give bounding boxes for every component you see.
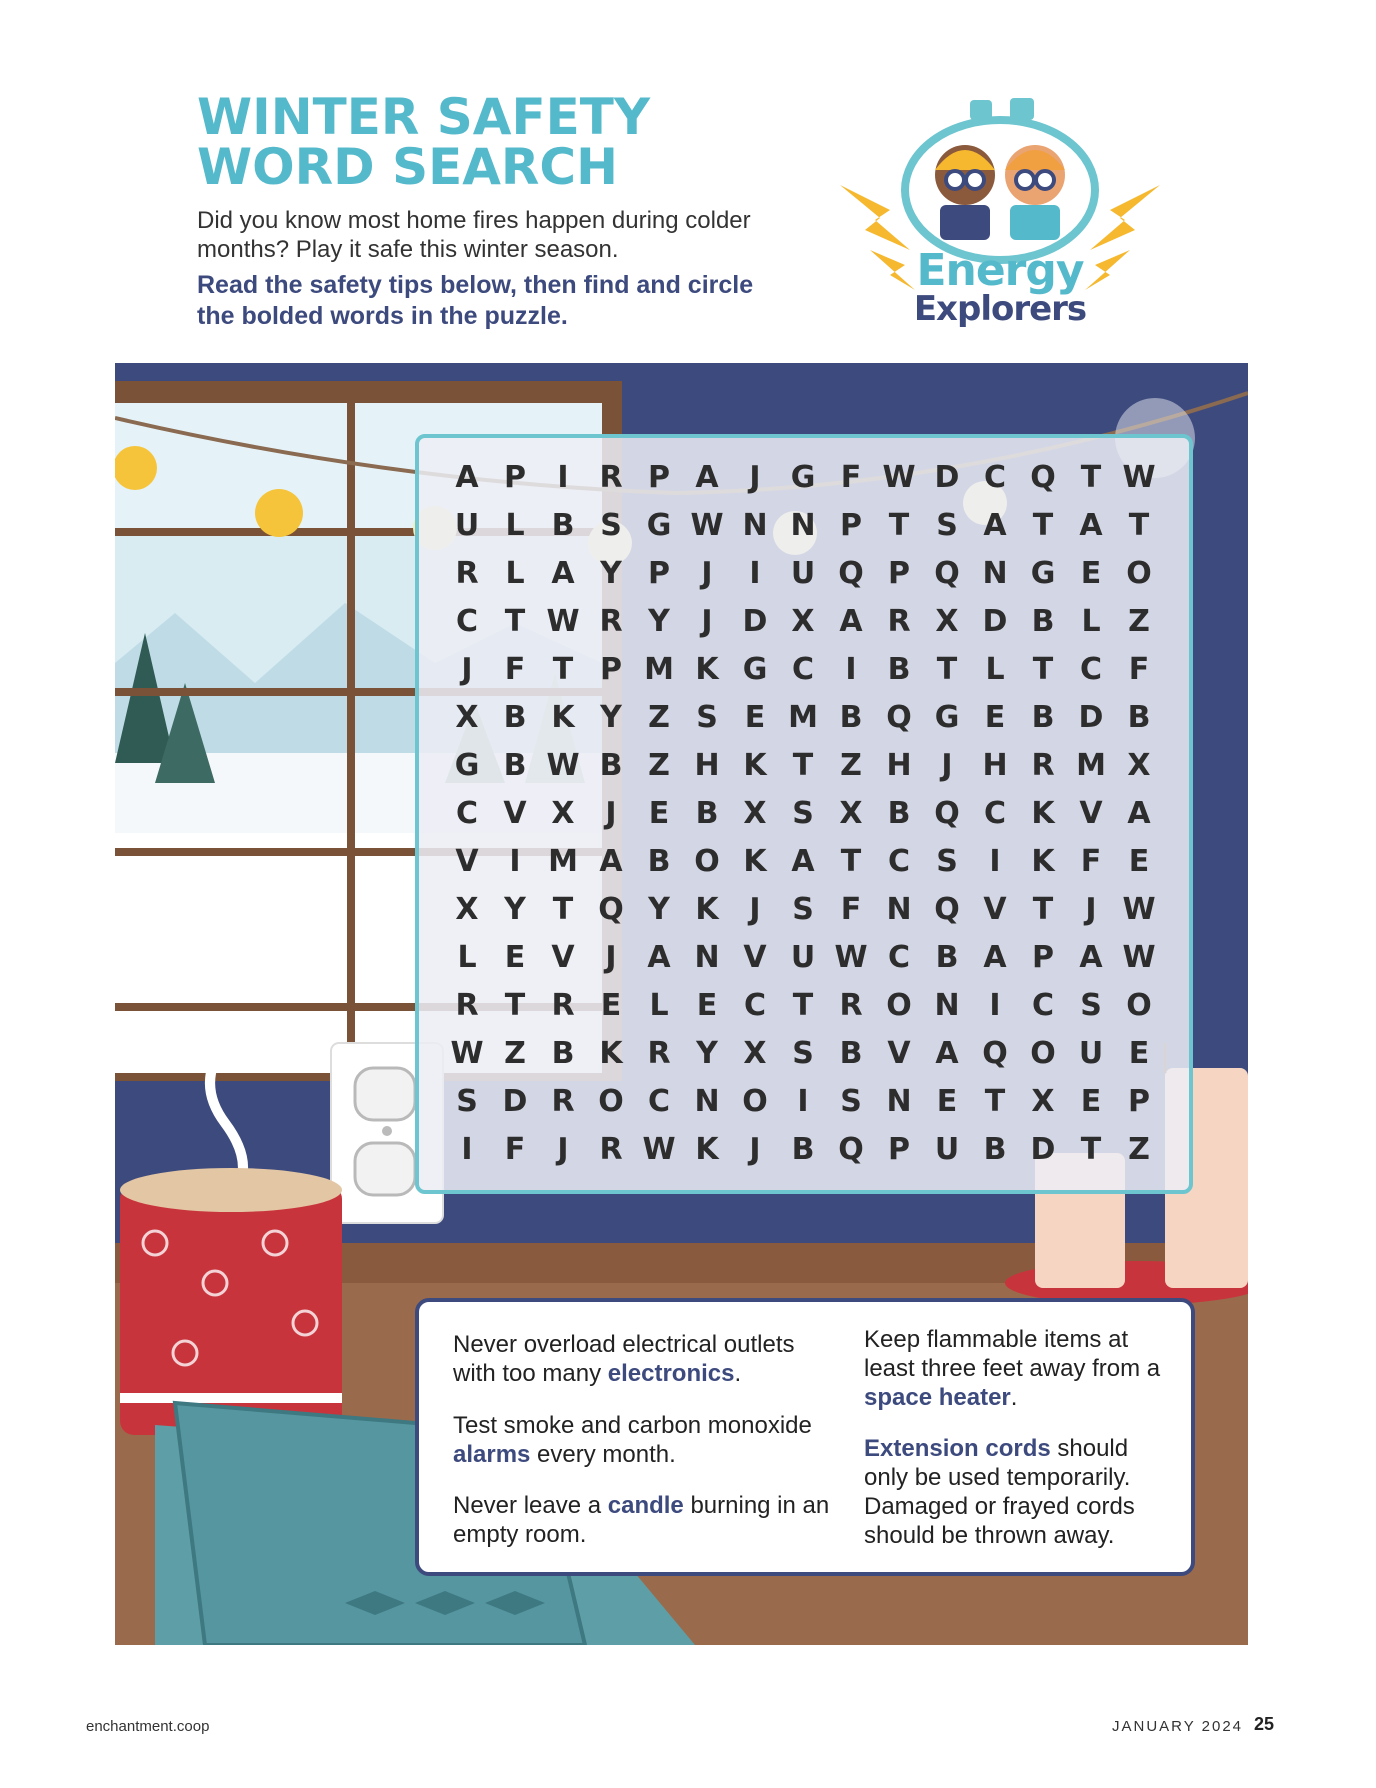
grid-letter[interactable]: T — [1032, 652, 1054, 687]
grid-letter[interactable]: A — [791, 844, 815, 879]
grid-letter[interactable]: H — [694, 748, 720, 783]
grid-letter[interactable]: S — [696, 700, 718, 735]
grid-letter[interactable]: K — [695, 892, 719, 927]
grid-letter[interactable]: M — [788, 700, 818, 735]
grid-letter[interactable]: J — [701, 604, 713, 639]
grid-letter[interactable]: A — [647, 940, 671, 975]
grid-letter[interactable]: F — [840, 460, 862, 495]
grid-letter[interactable]: C — [455, 796, 479, 831]
grid-letter[interactable]: P — [504, 460, 526, 495]
page-title — [197, 88, 651, 196]
grid-letter[interactable]: T — [888, 508, 910, 543]
grid-letter[interactable]: O — [1126, 988, 1152, 1023]
intro-text: Did you know most home fires happen during colder months? Play it safe this winter season. — [197, 207, 751, 263]
grid-letter[interactable]: B — [551, 1036, 575, 1071]
grid-letter[interactable]: N — [694, 1084, 720, 1119]
grid-letter[interactable]: Q — [838, 556, 864, 591]
grid-letter[interactable]: O — [1126, 556, 1152, 591]
grid-letter[interactable]: V — [503, 796, 527, 831]
grid-letter[interactable]: X — [1031, 1084, 1055, 1119]
grid-row — [443, 790, 1179, 838]
grid-letter[interactable]: N — [886, 1084, 912, 1119]
grid-letter[interactable]: Q — [886, 700, 912, 735]
grid-letter[interactable]: E — [1080, 1084, 1102, 1119]
grid-letter[interactable]: S — [936, 844, 958, 879]
grid-letter[interactable]: R — [455, 556, 479, 591]
grid-letter[interactable]: T — [792, 988, 814, 1023]
grid-letter[interactable]: R — [599, 604, 623, 639]
grid-letter[interactable]: B — [647, 844, 671, 879]
grid-letter[interactable]: W — [450, 1036, 484, 1071]
grid-letter[interactable]: J — [1085, 892, 1097, 927]
grid-letter[interactable]: K — [743, 748, 767, 783]
grid-letter[interactable]: J — [749, 460, 761, 495]
grid-letter[interactable]: P — [1128, 1084, 1150, 1119]
grid-letter[interactable]: V — [887, 1036, 911, 1071]
grid-letter[interactable]: G — [454, 748, 480, 783]
grid-letter[interactable]: O — [742, 1084, 768, 1119]
grid-letter[interactable]: P — [600, 652, 622, 687]
tip-alarms: Test smoke and carbon monoxide alarms every month. — [453, 1412, 812, 1468]
grid-letter[interactable]: J — [557, 1132, 569, 1167]
bold-word-alarms: alarms — [453, 1441, 531, 1468]
grid-letter[interactable]: B — [935, 940, 959, 975]
grid-letter[interactable]: I — [989, 988, 1001, 1023]
grid-letter[interactable]: I — [989, 844, 1001, 879]
grid-letter[interactable]: Q — [934, 556, 960, 591]
grid-letter[interactable]: U — [1078, 1036, 1104, 1071]
grid-letter[interactable]: U — [934, 1132, 960, 1167]
grid-letter[interactable]: R — [887, 604, 911, 639]
grid-letter[interactable]: D — [982, 604, 1008, 639]
grid-letter[interactable]: Q — [598, 892, 624, 927]
grid-letter[interactable]: J — [701, 556, 713, 591]
grid-letter[interactable]: B — [791, 1132, 815, 1167]
grid-letter[interactable]: K — [1031, 844, 1055, 879]
bold-word-extension-cords: Extension cords — [864, 1435, 1051, 1462]
grid-letter[interactable]: Z — [840, 748, 862, 783]
grid-letter[interactable]: A — [935, 1036, 959, 1071]
grid-letter[interactable]: V — [743, 940, 767, 975]
grid-letter[interactable]: J — [461, 652, 473, 687]
grid-letter[interactable]: R — [455, 988, 479, 1023]
grid-letter[interactable]: N — [886, 892, 912, 927]
grid-letter[interactable]: O — [598, 1084, 624, 1119]
grid-letter[interactable]: B — [503, 700, 527, 735]
grid-row — [443, 694, 1179, 742]
grid-letter[interactable]: A — [983, 940, 1007, 975]
instructions-text: Read the safety tips below, then find and circle the bolded words in the puzzle. — [197, 271, 754, 330]
grid-letter[interactable]: X — [551, 796, 575, 831]
grid-letter[interactable]: U — [790, 940, 816, 975]
grid-letter[interactable]: G — [646, 508, 672, 543]
grid-letter[interactable]: Q — [982, 1036, 1008, 1071]
grid-letter[interactable]: Q — [1030, 460, 1056, 495]
grid-letter[interactable]: C — [887, 844, 911, 879]
grid-letter[interactable]: T — [840, 844, 862, 879]
grid-letter[interactable]: B — [887, 652, 911, 687]
grid-letter[interactable]: O — [1030, 1036, 1056, 1071]
grid-letter[interactable]: I — [509, 844, 521, 879]
grid-letter[interactable]: C — [1031, 988, 1055, 1023]
grid-letter[interactable]: D — [1030, 1132, 1056, 1167]
grid-letter[interactable]: K — [551, 700, 575, 735]
grid-letter[interactable]: Z — [1128, 604, 1150, 639]
bold-word-space-heater: space heater — [864, 1384, 1011, 1411]
grid-letter[interactable]: A — [1079, 940, 1103, 975]
grid-letter[interactable]: E — [696, 988, 718, 1023]
grid-letter[interactable]: S — [600, 508, 622, 543]
grid-letter[interactable]: X — [455, 892, 479, 927]
grid-letter[interactable]: P — [888, 556, 910, 591]
grid-letter[interactable]: A — [551, 556, 575, 591]
grid-letter[interactable]: F — [504, 1132, 526, 1167]
tip-candle: Never leave a candle burning in an empty room. — [453, 1492, 830, 1548]
grid-letter[interactable]: C — [983, 460, 1007, 495]
grid-letter[interactable]: F — [1128, 652, 1150, 687]
grid-letter[interactable]: G — [1030, 556, 1056, 591]
grid-letter[interactable]: B — [599, 748, 623, 783]
grid-letter[interactable]: B — [983, 1132, 1007, 1167]
grid-letter[interactable]: U — [454, 508, 480, 543]
grid-letter[interactable]: V — [455, 844, 479, 879]
grid-letter[interactable]: V — [1079, 796, 1103, 831]
bold-word-electronics: electronics — [607, 1360, 735, 1387]
grid-letter[interactable]: E — [1128, 844, 1150, 879]
grid-letter[interactable]: D — [1078, 700, 1104, 735]
grid-letter[interactable]: X — [791, 604, 815, 639]
grid-letter[interactable]: K — [695, 652, 719, 687]
grid-letter[interactable]: X — [743, 796, 767, 831]
grid-row — [443, 598, 1179, 646]
grid-letter[interactable]: N — [934, 988, 960, 1023]
grid-letter[interactable]: Q — [838, 1132, 864, 1167]
grid-letter[interactable]: E — [1080, 556, 1102, 591]
grid-letter[interactable]: P — [648, 556, 670, 591]
grid-letter[interactable]: C — [887, 940, 911, 975]
grid-letter[interactable]: X — [455, 700, 479, 735]
grid-letter[interactable]: X — [1127, 748, 1151, 783]
grid-letter[interactable]: A — [599, 844, 623, 879]
grid-letter[interactable]: S — [792, 892, 814, 927]
grid-letter[interactable]: W — [834, 940, 868, 975]
grid-letter[interactable]: T — [984, 1084, 1006, 1119]
grid-letter[interactable]: E — [504, 940, 526, 975]
grid-letter[interactable]: S — [1080, 988, 1102, 1023]
grid-letter[interactable]: L — [649, 988, 669, 1023]
grid-letter[interactable]: N — [742, 508, 768, 543]
grid-row — [443, 1030, 1179, 1078]
grid-letter[interactable]: G — [790, 460, 816, 495]
grid-letter[interactable]: X — [743, 1036, 767, 1071]
grid-letter[interactable]: W — [690, 508, 724, 543]
grid-letter[interactable]: W — [642, 1132, 676, 1167]
grid-letter[interactable]: N — [982, 556, 1008, 591]
grid-letter[interactable]: T — [504, 604, 526, 639]
grid-letter[interactable]: N — [694, 940, 720, 975]
grid-letter[interactable]: P — [648, 460, 670, 495]
grid-letter[interactable]: B — [551, 508, 575, 543]
grid-letter[interactable]: C — [791, 652, 815, 687]
grid-letter[interactable]: C — [455, 604, 479, 639]
grid-row — [443, 454, 1179, 502]
grid-letter[interactable]: C — [743, 988, 767, 1023]
grid-letter[interactable]: T — [1032, 508, 1054, 543]
grid-letter[interactable]: A — [695, 460, 719, 495]
grid-letter[interactable]: B — [1127, 700, 1151, 735]
grid-letter[interactable]: I — [845, 652, 857, 687]
grid-letter[interactable]: Z — [648, 748, 670, 783]
grid-letter[interactable]: C — [983, 796, 1007, 831]
grid-letter[interactable]: W — [882, 460, 916, 495]
grid-letter[interactable]: S — [792, 1036, 814, 1071]
grid-letter[interactable]: M — [644, 652, 674, 687]
grid-letter[interactable]: Y — [648, 892, 670, 927]
grid-row — [443, 886, 1179, 934]
grid-letter[interactable]: K — [599, 1036, 623, 1071]
grid-letter[interactable]: J — [941, 748, 953, 783]
grid-letter[interactable]: I — [797, 1084, 809, 1119]
grid-row — [443, 502, 1179, 550]
grid-letter[interactable]: Y — [696, 1036, 718, 1071]
grid-letter[interactable]: N — [790, 508, 816, 543]
grid-letter[interactable]: Y — [600, 700, 622, 735]
grid-letter[interactable]: E — [936, 1084, 958, 1119]
grid-letter[interactable]: Z — [648, 700, 670, 735]
grid-letter[interactable]: D — [742, 604, 768, 639]
grid-letter[interactable]: E — [648, 796, 670, 831]
grid-letter[interactable]: S — [840, 1084, 862, 1119]
grid-letter[interactable]: K — [743, 844, 767, 879]
grid-letter[interactable]: L — [505, 556, 525, 591]
grid-letter[interactable]: W — [1122, 940, 1156, 975]
grid-letter[interactable]: E — [984, 700, 1006, 735]
grid-letter[interactable]: W — [1122, 892, 1156, 927]
grid-letter[interactable]: F — [840, 892, 862, 927]
grid-letter[interactable]: R — [839, 988, 863, 1023]
grid-letter[interactable]: X — [935, 604, 959, 639]
grid-letter[interactable]: T — [552, 892, 574, 927]
grid-row — [443, 550, 1179, 598]
grid-row — [443, 1126, 1179, 1174]
grid-letter[interactable]: J — [749, 1132, 761, 1167]
grid-row — [443, 1078, 1179, 1126]
grid-letter[interactable]: A — [839, 604, 863, 639]
grid-letter[interactable]: Q — [934, 892, 960, 927]
grid-letter[interactable]: E — [600, 988, 622, 1023]
tip-electronics: Never overload electrical outlets with too many electronics. — [453, 1331, 795, 1387]
grid-letter[interactable]: S — [456, 1084, 478, 1119]
grid-letter[interactable]: L — [985, 652, 1005, 687]
grid-letter[interactable]: L — [1081, 604, 1101, 639]
footer-site: enchantment.coop — [86, 1718, 210, 1735]
tip-extension-cords: Extension cords should only be used temporarily. Damaged or frayed cords should be thrown away. — [864, 1435, 1135, 1549]
logo-word-energy: Energy — [916, 245, 1084, 296]
grid-letter[interactable]: A — [1079, 508, 1103, 543]
grid-letter[interactable]: L — [457, 940, 477, 975]
grid-letter[interactable]: F — [1080, 844, 1102, 879]
grid-letter[interactable]: U — [790, 556, 816, 591]
grid-letter[interactable]: S — [792, 796, 814, 831]
bold-word-candle: candle — [607, 1492, 684, 1519]
footer-issue-date: JANUARY 2024 — [1112, 1718, 1244, 1735]
grid-letter[interactable]: S — [936, 508, 958, 543]
grid-letter[interactable]: O — [886, 988, 912, 1023]
grid-letter[interactable]: L — [505, 508, 525, 543]
grid-letter[interactable]: T — [1128, 508, 1150, 543]
page-number: 25 — [1254, 1714, 1275, 1734]
grid-letter[interactable]: D — [502, 1084, 528, 1119]
grid-letter[interactable]: H — [982, 748, 1008, 783]
grid-letter[interactable]: I — [749, 556, 761, 591]
grid-letter[interactable]: P — [1032, 940, 1054, 975]
title-line-1: WINTER SAFETY — [197, 88, 651, 146]
grid-letter[interactable]: V — [551, 940, 575, 975]
grid-letter[interactable]: Y — [600, 556, 622, 591]
grid-letter[interactable]: Y — [648, 604, 670, 639]
grid-letter[interactable]: M — [1076, 748, 1106, 783]
grid-letter[interactable]: I — [557, 460, 569, 495]
grid-letter[interactable]: C — [1079, 652, 1103, 687]
grid-letter[interactable]: D — [934, 460, 960, 495]
grid-letter[interactable]: W — [1122, 460, 1156, 495]
title-line-2: WORD SEARCH — [197, 138, 618, 196]
grid-letter[interactable]: Z — [1128, 1132, 1150, 1167]
grid-letter[interactable]: G — [742, 652, 768, 687]
grid-letter[interactable]: B — [1031, 700, 1055, 735]
logo-word-explorers: Explorers — [913, 289, 1087, 329]
grid-letter[interactable]: A — [1127, 796, 1151, 831]
grid-letter[interactable]: B — [1031, 604, 1055, 639]
grid-letter[interactable]: E — [744, 700, 766, 735]
grid-letter[interactable]: R — [599, 460, 623, 495]
grid-letter[interactable]: O — [694, 844, 720, 879]
grid-letter[interactable]: H — [886, 748, 912, 783]
grid-letter[interactable]: B — [839, 700, 863, 735]
grid-letter[interactable]: Y — [504, 892, 526, 927]
grid-letter[interactable]: T — [1032, 892, 1054, 927]
grid-letter[interactable]: T — [552, 652, 574, 687]
grid-letter[interactable]: K — [695, 1132, 719, 1167]
grid-letter[interactable]: R — [647, 1036, 671, 1071]
grid-letter[interactable]: P — [840, 508, 862, 543]
grid-letter[interactable]: T — [936, 652, 958, 687]
grid-letter[interactable]: R — [599, 1132, 623, 1167]
grid-row — [443, 934, 1179, 982]
grid-letter[interactable]: B — [887, 796, 911, 831]
grid-letter[interactable]: X — [839, 796, 863, 831]
grid-letter[interactable]: T — [1080, 1132, 1102, 1167]
grid-letter[interactable]: I — [461, 1132, 473, 1167]
grid-letter[interactable]: M — [548, 844, 578, 879]
grid-letter[interactable]: T — [1080, 460, 1102, 495]
grid-letter[interactable]: A — [983, 508, 1007, 543]
grid-letter[interactable]: T — [504, 988, 526, 1023]
grid-letter[interactable]: W — [546, 604, 580, 639]
grid-letter[interactable]: F — [504, 652, 526, 687]
tip-space-heater: Keep flammable items at least three feet away from a space heater. — [864, 1326, 1161, 1411]
grid-row — [443, 982, 1179, 1030]
grid-letter[interactable]: J — [749, 892, 761, 927]
grid-letter[interactable]: R — [551, 988, 575, 1023]
grid-letter[interactable]: B — [695, 796, 719, 831]
grid-letter[interactable]: T — [792, 748, 814, 783]
grid-row — [443, 742, 1179, 790]
word-search-grid — [443, 454, 1179, 1174]
grid-letter[interactable]: C — [647, 1084, 671, 1119]
grid-letter[interactable]: A — [455, 460, 479, 495]
grid-row — [443, 646, 1179, 694]
grid-letter[interactable]: V — [983, 892, 1007, 927]
grid-row — [443, 838, 1179, 886]
grid-letter[interactable]: E — [1128, 1036, 1150, 1071]
grid-letter[interactable]: B — [503, 748, 527, 783]
grid-letter[interactable]: G — [934, 700, 960, 735]
grid-letter[interactable]: R — [551, 1084, 575, 1119]
grid-letter[interactable]: Q — [934, 796, 960, 831]
grid-letter[interactable]: W — [546, 748, 580, 783]
grid-letter[interactable]: J — [605, 796, 617, 831]
grid-letter[interactable]: R — [1031, 748, 1055, 783]
grid-letter[interactable]: Z — [504, 1036, 526, 1071]
grid-letter[interactable]: K — [1031, 796, 1055, 831]
grid-letter[interactable]: P — [888, 1132, 910, 1167]
grid-letter[interactable]: B — [839, 1036, 863, 1071]
grid-letter[interactable]: J — [605, 940, 617, 975]
